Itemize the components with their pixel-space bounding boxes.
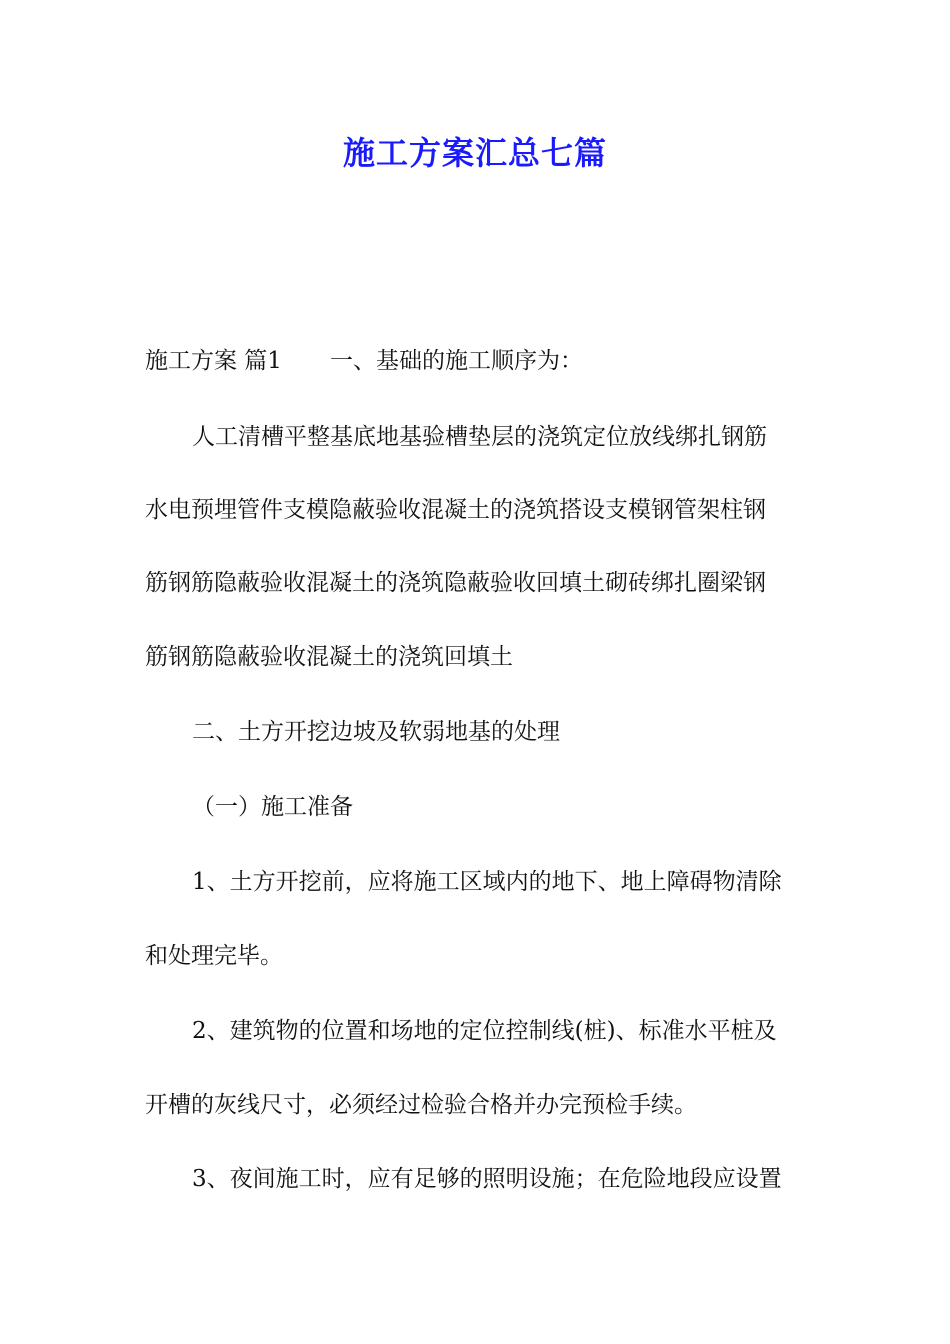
paragraph-line: 水电预埋管件支模隐蔽验收混凝土的浇筑搭设支模钢管架柱钢 — [145, 497, 766, 523]
section-label: 施工方案 篇1 — [145, 348, 282, 374]
document-title: 施工方案汇总七篇 — [342, 134, 607, 172]
paragraph-line: 2、建筑物的位置和场地的定位控制线(桩)、标准水平桩及 — [192, 1018, 777, 1044]
section-heading-line — [145, 346, 583, 376]
subheading-line: 二、土方开挖边坡及软弱地基的处理 — [192, 719, 560, 745]
paragraph-line: 筋钢筋隐蔽验收混凝土的浇筑隐蔽验收回填土砌砖绑扎圈梁钢 — [145, 570, 766, 596]
section-heading: 一、基础的施工顺序为： — [329, 348, 583, 374]
paragraph-line: 开槽的灰线尺寸，必须经过检验合格并办完预检手续。 — [145, 1092, 697, 1118]
paragraph-line: 3、夜间施工时，应有足够的照明设施；在危险地段应设置 — [192, 1166, 782, 1192]
paragraph-line: 筋钢筋隐蔽验收混凝土的浇筑回填土 — [145, 644, 513, 670]
subheading-line: （一）施工准备 — [192, 794, 353, 820]
paragraph-line: 人工清槽平整基底地基验槽垫层的浇筑定位放线绑扎钢筋 — [192, 424, 767, 450]
paragraph-line: 1、土方开挖前，应将施工区域内的地下、地上障碍物清除 — [192, 869, 782, 895]
paragraph-line: 和处理完毕。 — [145, 943, 283, 969]
